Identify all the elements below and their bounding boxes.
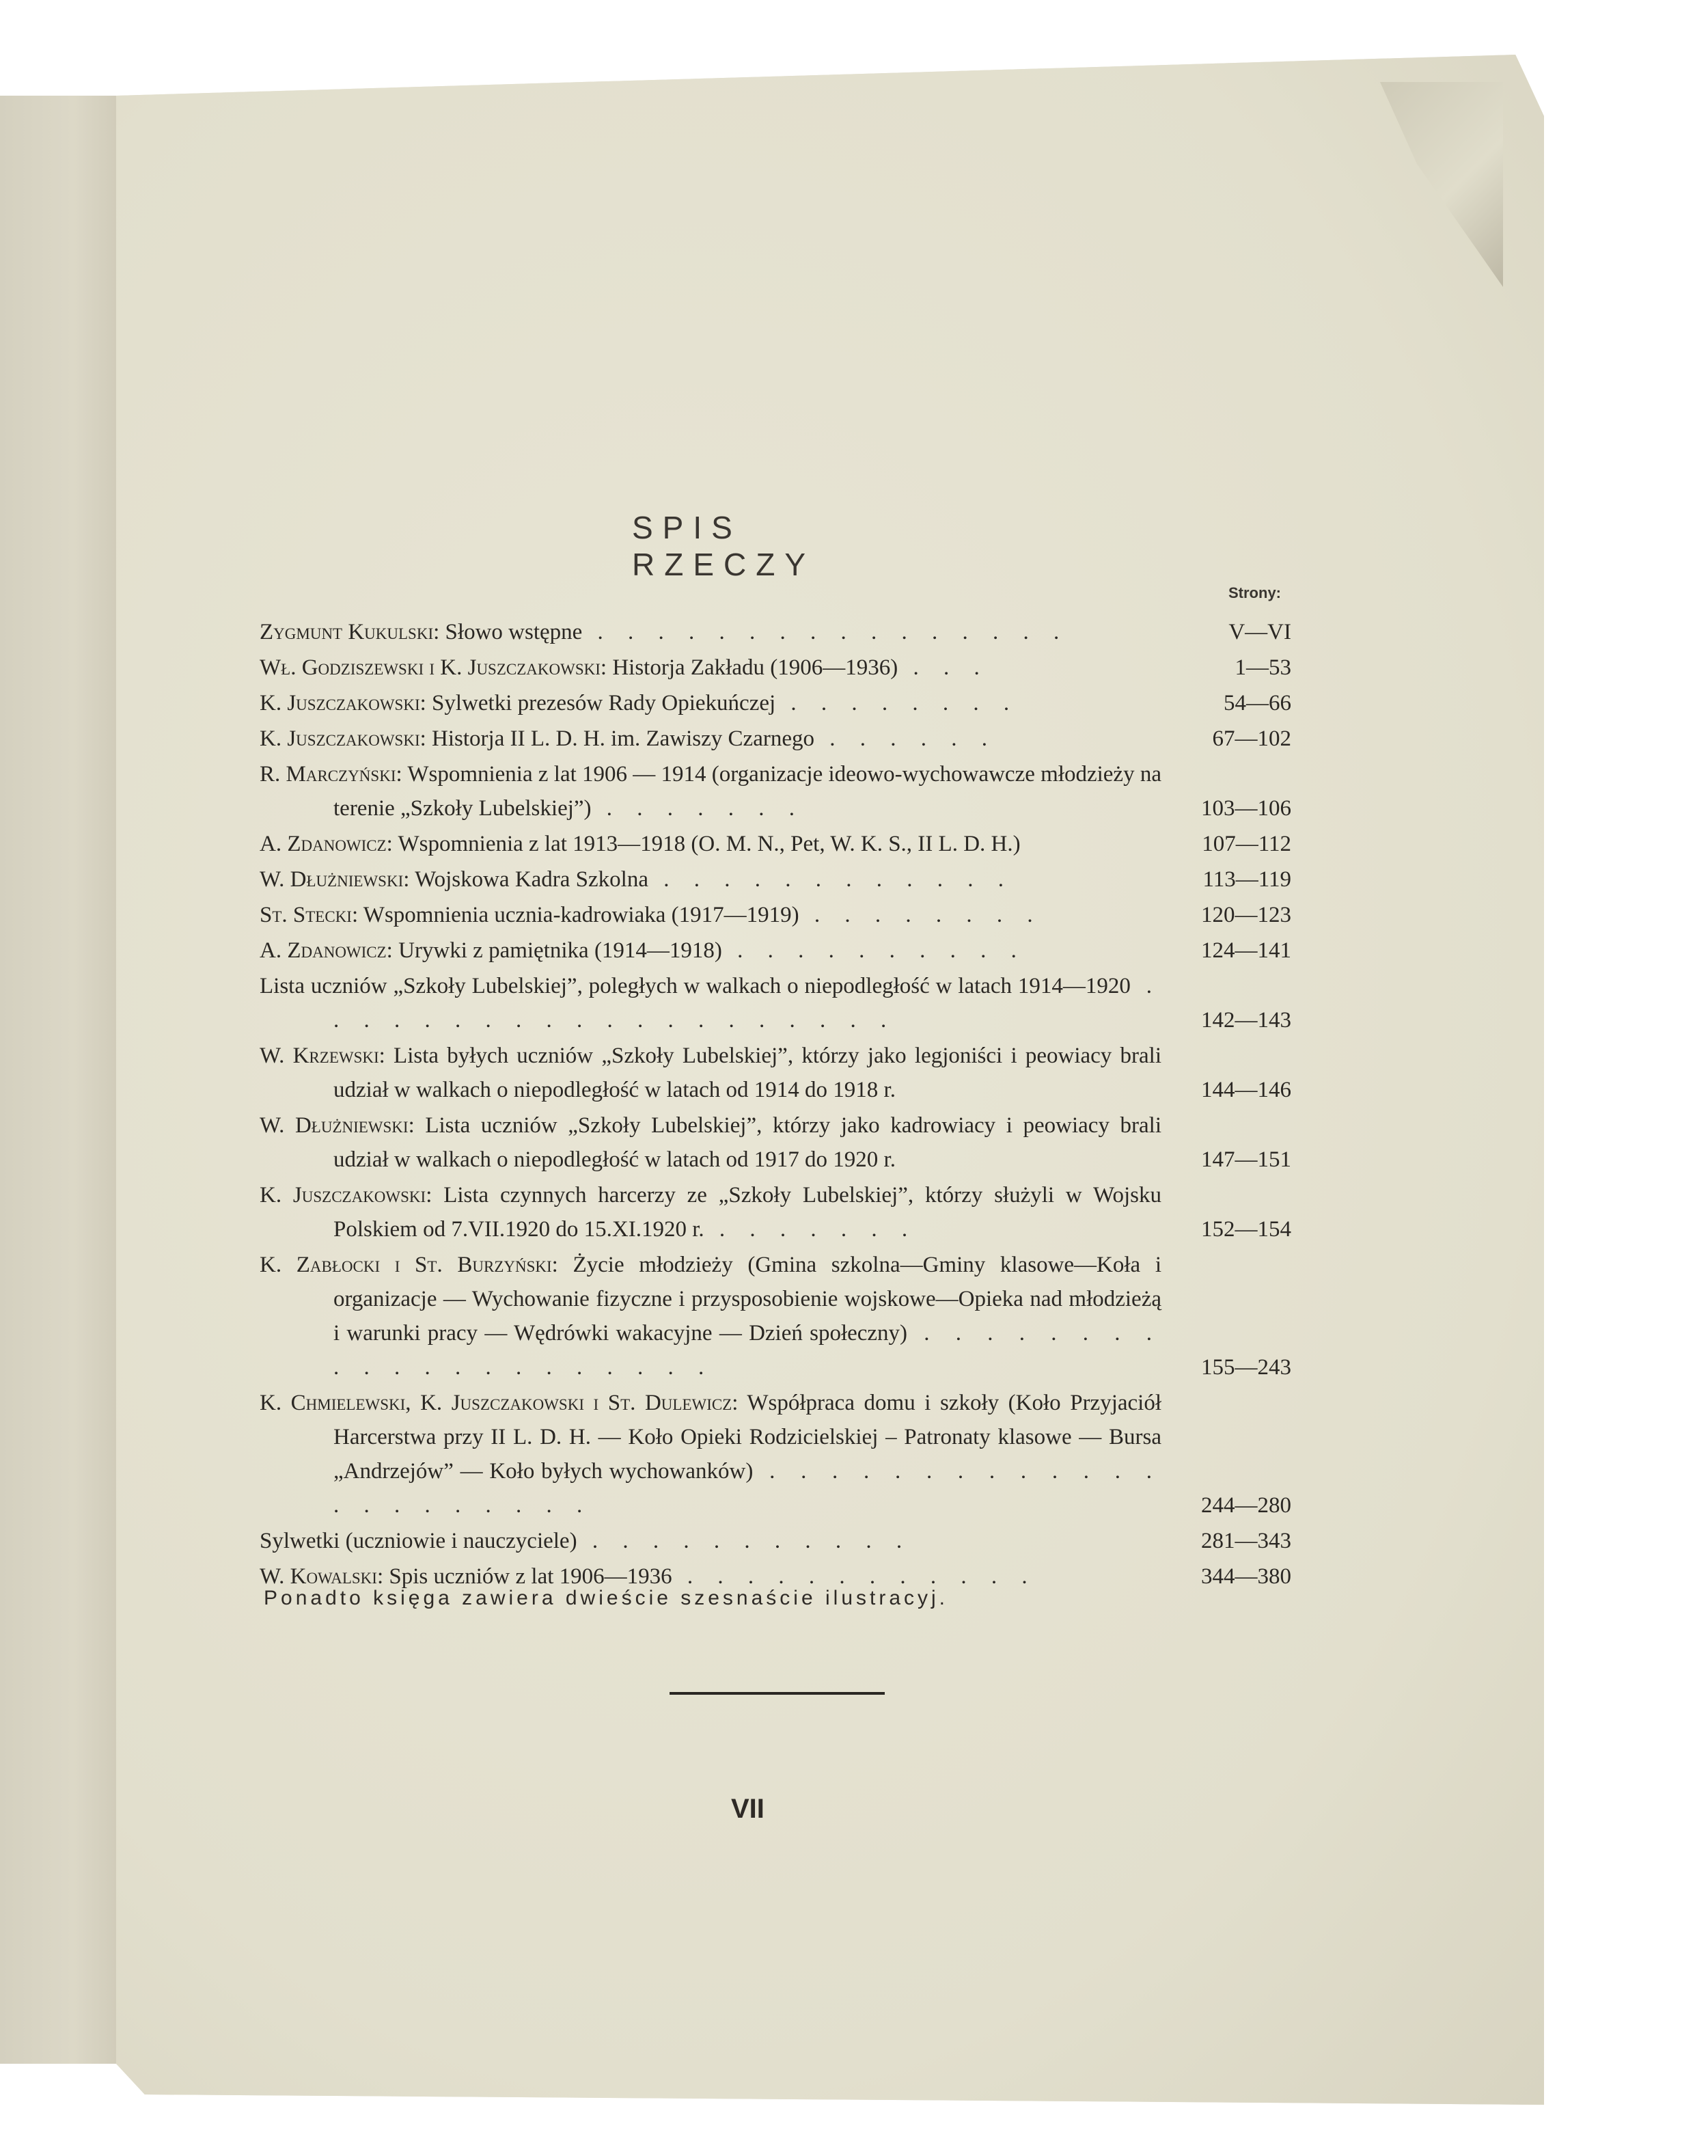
- entry-title: Historja II L. D. H. im. Zawiszy Czarnego: [432, 726, 814, 751]
- entry-pages: V—VI: [1228, 620, 1291, 644]
- entry-author: K. Juszczakowski:: [260, 726, 426, 751]
- entry-leader-dots: . . .: [898, 655, 989, 680]
- illustrations-note: Ponadto księga zawiera dwieście szesnaście ilustracyj.: [264, 1587, 949, 1609]
- toc-entry: [260, 1524, 1291, 1558]
- page-title: SPIS RZECZY: [632, 510, 815, 582]
- entry-leader-dots: . . . . . . . . . . . . . . . . . . . . .: [333, 1321, 1161, 1380]
- entry-author: K. Juszczakowski:: [260, 691, 426, 715]
- toc-entry: [260, 757, 1291, 825]
- entry-title: Współpraca domu i szkoły (Koło Przyjaciół Harcerstwa przy II L. D. H. — Koło Opieki Rodzicielskiej – Patronaty klasowe — Bursa „Andrzejów” — Koło byłych wychowanków): [333, 1391, 1161, 1484]
- entry-title: Życie młodzieży (Gmina szkolna—Gminy klasowe—Koła i organizacje — Wychowanie fizyczne i przysposobienie wojskowe—Opieka nad młodzieżą i warunki pracy — Wędrówki wakacyjne — Dzień społeczny): [333, 1253, 1162, 1346]
- entry-pages: 281—343: [1201, 1529, 1291, 1553]
- entry-pages: 103—106: [1201, 796, 1291, 821]
- entry-pages: 244—280: [1201, 1493, 1291, 1518]
- entry-author: K. Juszczakowski:: [260, 1183, 432, 1207]
- toc-entry: [260, 651, 1291, 685]
- entry-pages: 152—154: [1201, 1217, 1291, 1242]
- toc-entry: [260, 862, 1291, 897]
- entry-pages: 120—123: [1201, 903, 1291, 927]
- entry-author: Wł. Godziszewski i K. Juszczakowski:: [260, 655, 607, 680]
- entry-author: St. Stecki:: [260, 903, 359, 927]
- entry-author: W. Dłużniewski:: [260, 867, 410, 892]
- entry-leader-dots: . . . . . . . . . . . .: [672, 1564, 1037, 1589]
- toc-entry: [260, 1178, 1291, 1246]
- entry-title: Sylwetki prezesów Rady Opiekuńczej: [432, 691, 776, 715]
- entry-author: W. Kowalski:: [260, 1564, 384, 1589]
- entry-author: K. Zabłocki i St. Burzyński:: [260, 1253, 558, 1277]
- entry-title: Wspomnienia z lat 1906 — 1914 (organizacje ideowo-wychowawcze młodzieży na terenie „Szkoły Lubelskiej”): [333, 762, 1161, 821]
- entry-pages: 144—146: [1201, 1078, 1291, 1102]
- entry-pages: 124—141: [1201, 938, 1291, 963]
- toc-entry: [260, 933, 1291, 968]
- entry-author: K. Chmielewski, K. Juszczakowski i St. Dulewicz:: [260, 1391, 739, 1415]
- entry-title: Lista uczniów „Szkoły Lubelskiej”, poległych w walkach o niepodległość w latach 1914—1920: [260, 974, 1131, 998]
- entry-pages: 107—112: [1202, 832, 1291, 856]
- toc-entry: [260, 1386, 1291, 1523]
- entry-author: A. Zdanowicz:: [260, 938, 393, 963]
- entry-leader-dots: . . . . . . . . . . . . . . . . . . . . . .: [333, 1459, 1161, 1518]
- entry-title: Urywki z pamiętnika (1914—1918): [398, 938, 722, 963]
- entry-title: Historja Zakładu (1906—1936): [612, 655, 898, 680]
- table-of-contents: [260, 615, 1291, 1595]
- entry-title: Spis uczniów z lat 1906—1936: [389, 1564, 672, 1589]
- entry-pages: 142—143: [1201, 1008, 1291, 1033]
- entry-leader-dots: . . . . . . . . . .: [721, 938, 1026, 963]
- left-page-edge: [0, 96, 125, 2064]
- toc-entry: [260, 1248, 1291, 1384]
- entry-author: W. Dłużniewski:: [260, 1113, 415, 1138]
- entry-leader-dots: . . . . . . . . . . . . . . . . . . . .: [333, 974, 1162, 1033]
- toc-entry: [260, 1108, 1291, 1177]
- entry-pages: 113—119: [1202, 867, 1291, 892]
- entry-leader-dots: . . . . . . . . . . .: [577, 1529, 912, 1553]
- entry-leader-dots: . . . . . . . . . . . . . . . .: [582, 620, 1069, 644]
- entry-title: Słowo wstępne: [445, 620, 583, 644]
- entry-title: Wspomnienia z lat 1913—1918 (O. M. N., Pet, W. K. S., II L. D. H.): [398, 832, 1021, 856]
- toc-entry: [260, 969, 1291, 1037]
- entry-title: Wspomnienia ucznia-kadrowiaka (1917—1919): [363, 903, 799, 927]
- entry-title: Sylwetki (uczniowie i nauczyciele): [260, 1529, 577, 1553]
- entry-title: Lista uczniów „Szkoły Lubelskiej”, którzy jako kadrowiacy i peowiacy brali udział w walkach o niepodległość w latach od 1917 do 1920 r.: [333, 1113, 1161, 1172]
- toc-entry: [260, 686, 1291, 720]
- entry-leader-dots: . . . . . . .: [591, 796, 805, 821]
- entry-pages: 54—66: [1224, 691, 1291, 715]
- entry-title: Wojskowa Kadra Szkolna: [415, 867, 649, 892]
- divider-rule: [670, 1692, 885, 1695]
- entry-pages: 147—151: [1201, 1147, 1291, 1172]
- page-number: VII: [731, 1794, 765, 1824]
- entry-pages: 344—380: [1201, 1564, 1291, 1589]
- entry-title: Lista byłych uczniów „Szkoły Lubelskiej”, którzy jako legjoniści i peowiacy brali udział w walkach o niepodległość w latach od 1914 do 1918 r.: [333, 1043, 1161, 1102]
- entry-leader-dots: . . . . . . . . . . . .: [648, 867, 1014, 892]
- entry-leader-dots: . . . . . .: [814, 726, 997, 751]
- entry-leader-dots: . . . . . . . .: [775, 691, 1019, 715]
- entry-author: Zygmunt Kukulski:: [260, 620, 440, 644]
- pages-column-header: Strony:: [1228, 584, 1281, 601]
- entry-author: A. Zdanowicz:: [260, 832, 393, 856]
- entry-leader-dots: . . . . . . . .: [799, 903, 1043, 927]
- toc-entry: [260, 827, 1291, 861]
- entry-author: R. Marczyński:: [260, 762, 402, 787]
- toc-entry: [260, 1039, 1291, 1107]
- entry-pages: 155—243: [1201, 1355, 1291, 1380]
- entry-leader-dots: . . . . . . .: [704, 1217, 918, 1242]
- toc-entry: [260, 722, 1291, 756]
- entry-author: W. Krzewski:: [260, 1043, 385, 1068]
- entry-pages: 1—53: [1235, 655, 1291, 680]
- toc-entry: [260, 615, 1291, 649]
- entry-pages: 67—102: [1212, 726, 1291, 751]
- toc-entry: [260, 898, 1291, 932]
- entry-title: Lista czynnych harcerzy ze „Szkoły Lubelskiej”, którzy służyli w Wojsku Polskiem od 7.VII.1920 do 15.XI.1920 r.: [333, 1183, 1161, 1242]
